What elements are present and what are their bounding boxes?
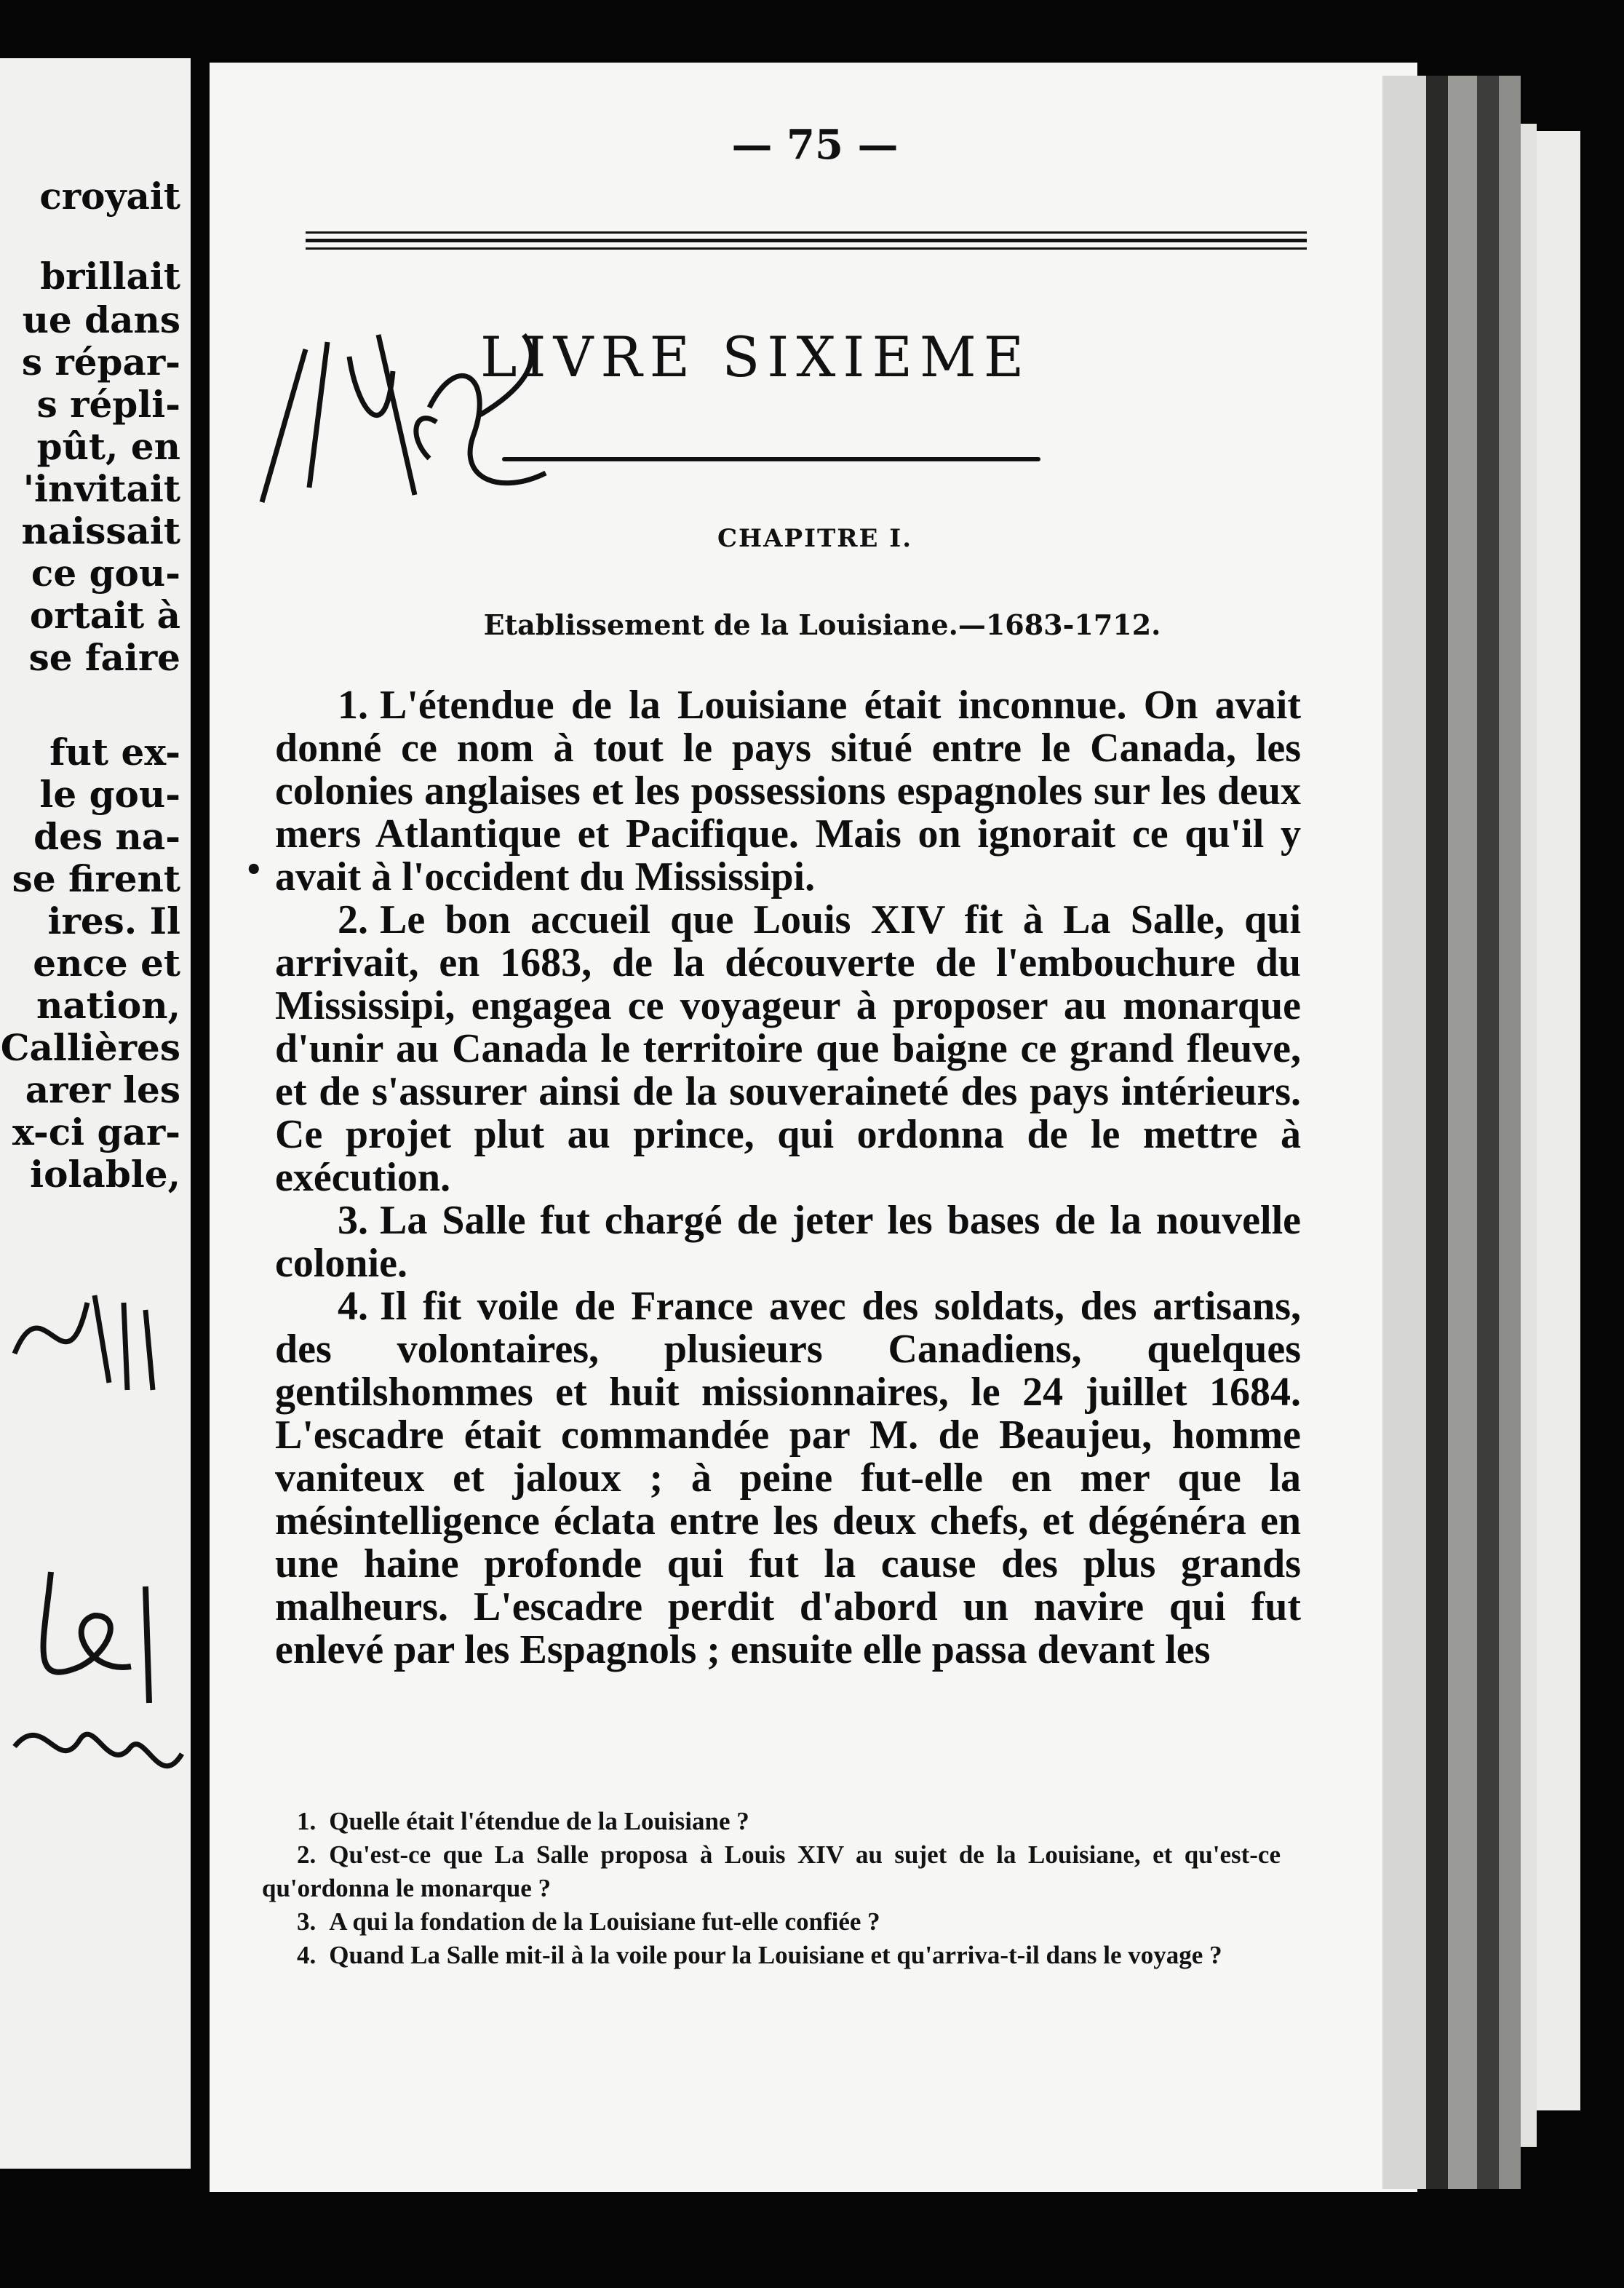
question-number: 3. [297, 1907, 317, 1936]
left-page-line: nation, [36, 984, 180, 1027]
paragraph-number: 1. [338, 683, 368, 728]
question-text: Quand La Salle mit-il à la voile pour la Louisiane et qu'arriva-t-il dans le voyage ? [329, 1941, 1222, 1969]
left-page-line: 'invitait [23, 467, 180, 510]
question-number: 4. [297, 1941, 317, 1969]
handwriting-scribble [0, 1237, 191, 1790]
question-number: 1. [297, 1807, 317, 1835]
header-rule [306, 231, 1307, 234]
page-edge [1477, 76, 1499, 2189]
left-page-line: brillait [40, 255, 180, 298]
page-edge [1521, 124, 1537, 2147]
previous-page-fragment [0, 58, 191, 2169]
paragraph [275, 1199, 1301, 1285]
question-number: 2. [297, 1840, 317, 1869]
left-page-line: le gou- [39, 773, 180, 816]
paragraph-text: Le bon accueil que Louis XIV fit à La Salle, qui arrivait, en 1683, de la découverte de l'embouchure du Mississipi, engagea ce voyageur à proposer au monarque d'unir au Canada le territoire que baigne ce grand fleuve, et de s'assurer ainsi de la souveraineté des pays intérieurs. Ce projet plut au prince, qui ordonna de le mettre à exécution. [275, 897, 1301, 1200]
title-rule [502, 457, 1040, 461]
question [262, 1905, 1281, 1939]
left-page-line: se faire [28, 636, 180, 679]
left-page-line: ortait à [29, 594, 180, 637]
left-page-line: pût, en [36, 425, 180, 468]
paragraph-number: 3. [338, 1198, 368, 1243]
paragraph-text: L'étendue de la Louisiane était inconnue. On avait donné ce nom à tout le pays situé entre le Canada, les colonies anglaises et les possessions espagnoles sur les deux mers Atlantique et Pacifique. Mais on ignorait ce qu'il y avait à l'occident du Mississipi. [275, 683, 1301, 899]
handwritten-note [240, 306, 648, 524]
question [262, 1838, 1281, 1905]
paragraph-text: Il fit voile de France avec des soldats, des artisans, des volontaires, plusieurs Canadiens, quelques gentilshommes et huit missionnaires, le 24 juillet 1684. L'escadre était commandée par M. de Beaujeu, homme vaniteux et jaloux ; à peine fut-elle en mer que la mésintelligence éclata entre les deux chefs, et dégénéra en une haine profonde qui fut la cause des plus grands malheurs. L'escadre perdit d'abord un navire qui fut enlevé par les Espagnols ; ensuite elle passa devant les [275, 1284, 1301, 1672]
left-page-line: fut ex- [49, 731, 180, 774]
left-page-line: s répar- [21, 341, 180, 384]
question-text: Quelle était l'étendue de la Louisiane ? [329, 1807, 749, 1835]
page-edge [1448, 76, 1477, 2189]
page-edge [1426, 76, 1448, 2189]
left-page-line: naissait [21, 509, 180, 552]
page-number: — 75 — [731, 121, 899, 169]
page-edge [1499, 76, 1521, 2189]
header-rule [306, 247, 1307, 250]
question-text: Qu'est-ce que La Salle proposa à Louis XIV au sujet de la Louisiane, et qu'est-ce qu'ordonna le monarque ? [262, 1840, 1281, 1902]
question [262, 1939, 1281, 1972]
left-page-line: arer les [25, 1068, 180, 1111]
paragraph-text: La Salle fut chargé de jeter les bases de la nouvelle colonie. [275, 1198, 1301, 1286]
question-text: A qui la fondation de la Louisiane fut-elle confiée ? [329, 1907, 880, 1936]
left-page-line: se firent [12, 857, 180, 900]
question [262, 1805, 1281, 1838]
left-page-line: ence et [33, 942, 180, 985]
header-rule [306, 239, 1307, 242]
page-edge [1382, 76, 1426, 2189]
left-page-line: des na- [33, 815, 180, 858]
left-page-line: ires. Il [47, 899, 180, 942]
left-page-line: ce gou- [31, 552, 180, 595]
paragraph [275, 684, 1301, 899]
paragraph [275, 899, 1301, 1199]
left-page-line: iolable, [30, 1153, 180, 1196]
left-page-line: croyait [39, 175, 180, 218]
paragraph-number: 2. [338, 897, 368, 942]
review-questions [262, 1805, 1281, 1972]
left-page-line: ue dans [22, 298, 180, 341]
page-edge [1537, 131, 1580, 2110]
body-text [275, 684, 1301, 1672]
left-page-line: Callières [0, 1026, 180, 1069]
left-page-line: s répli- [36, 383, 180, 426]
book-title: LIVRE SIXIEME [480, 325, 1032, 389]
paragraph [275, 1285, 1301, 1672]
chapter-title: Etablissement de la Louisiane.—1683-1712. [483, 608, 1161, 641]
left-page-line: x-ci gar- [12, 1111, 180, 1153]
chapter-label: CHAPITRE I. [717, 524, 913, 553]
paragraph-number: 4. [338, 1284, 368, 1329]
margin-dot: • [244, 853, 263, 887]
